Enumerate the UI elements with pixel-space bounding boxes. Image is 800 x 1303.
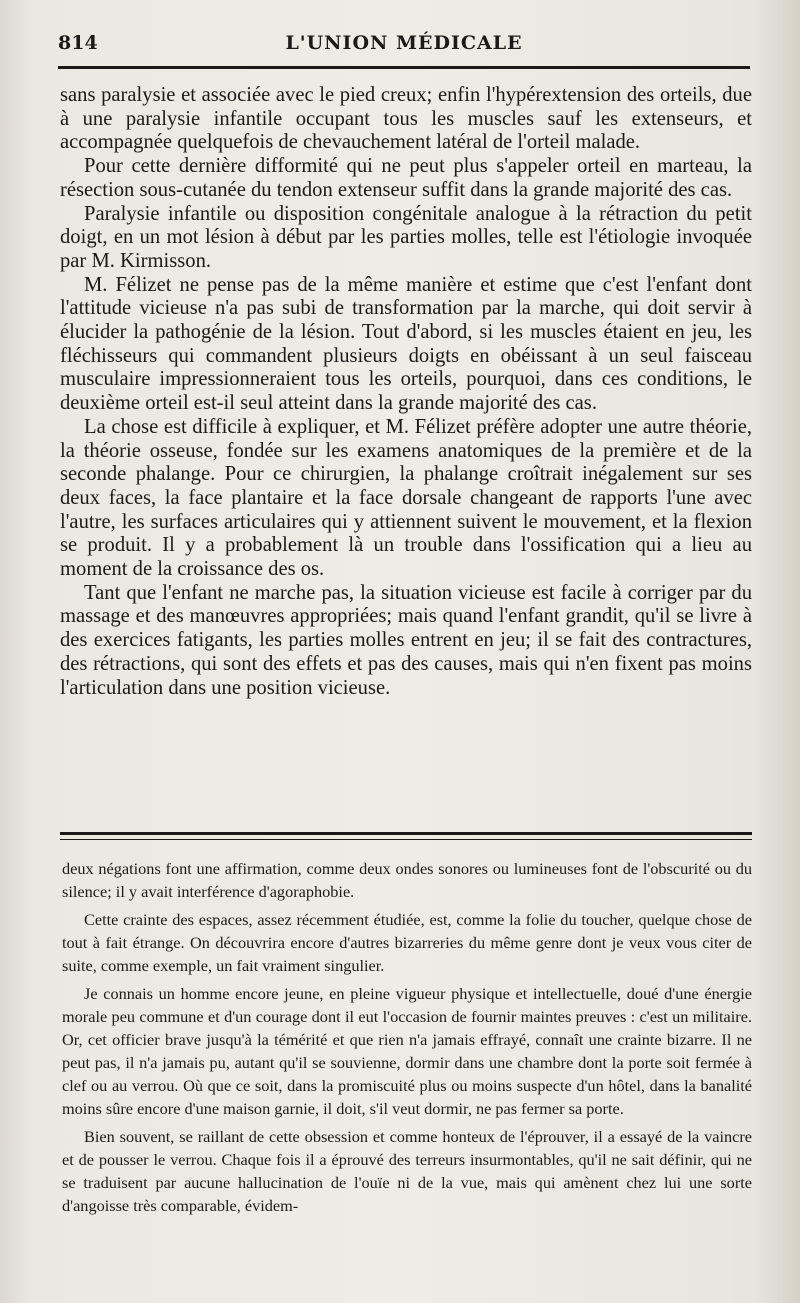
feuilleton-paragraph: Cette crainte des espaces, assez récemment étudiée, est, comme la folie du toucher, quelque chose de tout à fait étrange. On découvrira encore d'autres bizarreries du même genre dont je veux vous citer de suite, comme exemple, un fait vraiment singulier. [62,910,752,975]
header-rule [58,66,750,69]
feuilleton-paragraph: Bien souvent, se raillant de cette obsession et comme honteux de l'éprouver, il a essayé de la vaincre et de pousser le verrou. Chaque fois il a éprouvé des terreurs insurmontables, qu'il ne sait définir, qui ne se traduisent par aucune hallucination de l'ouïe ni de la vue, mais qui amènent chez lui une sorte d'angoisse très comparable, évidem- [62,1127,752,1215]
running-head [58,24,750,58]
article-paragraph: sans paralysie et associée avec le pied creux; enfin l'hypérextension des orteils, due à une paralysie infantile occupant tous les muscles sauf les extenseurs, et accompagnée quelquefois de chevauchement latéral de l'orteil malade. [60,84,752,154]
feuilleton-section [62,857,752,1217]
feuilleton-paragraph: Je connais un homme encore jeune, en pleine vigueur physique et intellectuelle, doué d'une énergie morale peu commune et d'un courage dont il eut l'occasion de fournir maintes preuves : c'est un militaire. Or, cet officier brave jusqu'à la témérité et que rien n'a jamais effrayé, connaît une crainte bizarre. Il ne peut pas, il n'a jamais pu, autant qu'il se souvienne, dormir dans une chambre dont la porte soit fermée à clef ou au verrou. Où que ce soit, dans la promiscuité plus ou moins suspecte d'un hôtel, dans la banalité moins sûre encore d'une maison garnie, il doit, s'il veut dormir, ne pas fermer sa porte. [62,984,752,1118]
page-number: 814 [58,32,98,54]
separator-rule-thick [60,832,752,835]
separator-rule-thin [60,839,752,840]
feuilleton-separator [60,832,752,840]
article-paragraph: La chose est difficile à expliquer, et M. Félizet préfère adopter une autre théorie, la théorie osseuse, fondée sur les examens anatomiques de la première et de la seconde phalange. Pour ce chirurgien, la phalange croîtrait inégalement sur ses deux faces, la face plantaire et la face dorsale changeant de rapports l'une avec l'autre, les surfaces articulaires qui y attiennent suivent le mouvement, et la flexion se produit. Il y a probablement là un trouble dans l'ossification qui a lieu au moment de la croissance des os. [60,415,752,581]
article-paragraph: Tant que l'enfant ne marche pas, la situation vicieuse est facile à corriger par du massage et des manœuvres appropriées; mais quand l'enfant grandit, qu'il se livre à des exercices fatigants, les parties molles entrent en jeu; il se fait des contractures, des rétractions, qui sont des effets et pas des causes, mais qui n'en fixent pas moins l'articulation dans une position vicieuse. [60,581,752,699]
article-paragraph: Paralysie infantile ou disposition congénitale analogue à la rétraction du petit doigt, en un mot lésion à début par les parties molles, telle est l'étiologie invoquée par M. Kirmisson. [60,202,752,272]
article-paragraph: M. Félizet ne pense pas de la même manière et estime que c'est l'enfant dont l'attitude vicieuse n'a pas subi de transformation par la marche, qui doit servir à élucider la pathogénie de la lésion. Tout d'abord, si les muscles étaient en jeu, les fléchisseurs qui commandent plusieurs doigts en obéissant à un seul faisceau musculaire impressionneraient tous les orteils, pourquoi, dans ces conditions, le deuxième orteil est-il seul atteint dans la grande majorité des cas. [60,273,752,415]
article-paragraph: Pour cette dernière difformité qui ne peut plus s'appeler orteil en marteau, la résection sous-cutanée du tendon extenseur suffit dans la grande majorité des cas. [60,155,752,201]
journal-title: L'UNION MÉDICALE [285,32,523,54]
feuilleton-paragraph: deux négations font une affirmation, comme deux ondes sonores ou lumineuses font de l'obscurité ou du silence; il y avait interférence d'agoraphobie. [62,859,752,901]
main-article [60,84,752,700]
